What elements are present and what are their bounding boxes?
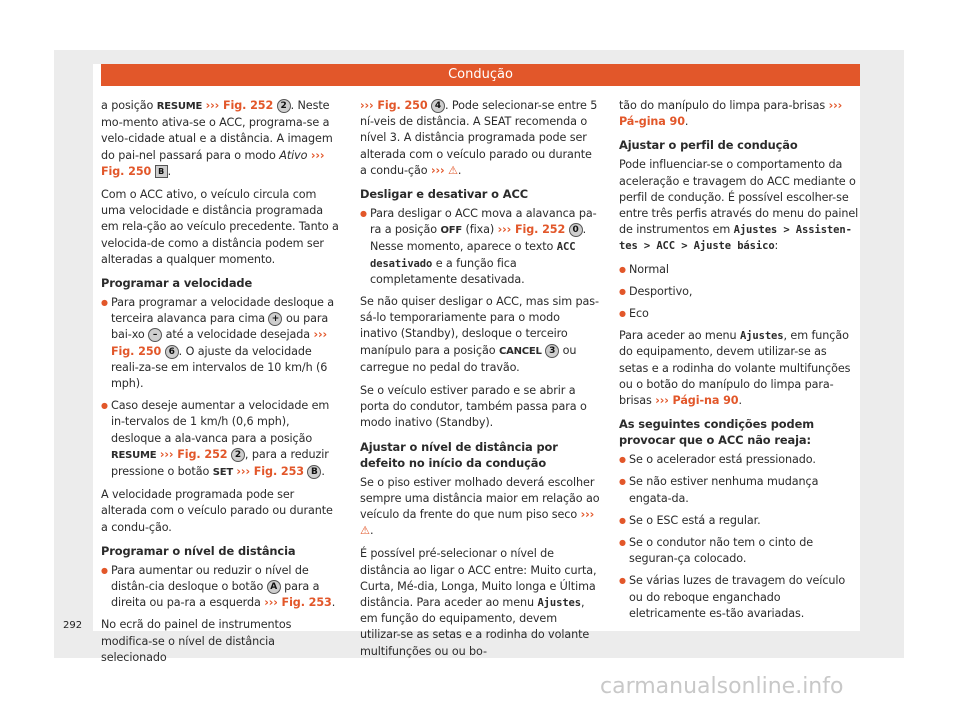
- menu-name: Ajustes: [537, 597, 581, 610]
- badge: B: [155, 165, 168, 178]
- list-item: ● Normal: [619, 262, 859, 278]
- heading: Programar o nível de distância: [101, 543, 296, 558]
- cancel-label: CANCEL: [498, 345, 542, 357]
- list-item: ● Se não estiver nenhuma mudança engata-da.: [619, 474, 859, 506]
- figure-link[interactable]: ››› Fig. 252: [159, 447, 228, 461]
- paragraph: a posição RESUME ››› Fig. 252 2 . Neste mo-mento ativa-se o ACC, programa-se a velo-cidade atual e a distância. A imagem do pai-nel passará para o modo Ativo ››› Fig. 250 B .: [101, 99, 333, 178]
- column-3: [619, 98, 859, 628]
- figure-link[interactable]: ››› Fig. 250: [111, 328, 328, 358]
- minus-icon: –: [148, 328, 162, 342]
- badge: 6: [165, 345, 179, 359]
- paragraph: Pode influenciar-se o comportamento da aceleração e travagem do ACC mediante o perfil de condução. É possível escolher-se entre três perfis através do menu do painel de instrumentos em Ajustes > Assisten-tes > ACC > Ajuste básico:: [619, 158, 859, 253]
- figure-link[interactable]: ››› Fig. 253: [236, 465, 304, 479]
- off-label: OFF: [440, 225, 463, 237]
- paragraph: A velocidade programada pode ser alterada com o veículo parado ou durante a condu-ção.: [101, 488, 333, 534]
- paragraph: tão do manípulo do limpa para-brisas ››› Pá-gina 90.: [619, 99, 843, 129]
- heading: Programar a velocidade: [101, 276, 253, 291]
- page-number: 292: [63, 620, 83, 631]
- figure-link[interactable]: ››› Fig. 253: [264, 596, 332, 610]
- heading: Ajustar o nível de distância por defeito no início da condução: [360, 439, 558, 470]
- badge: A: [267, 580, 281, 594]
- heading: As seguintes condições podem provocar que o ACC não reaja:: [619, 417, 814, 448]
- figure-link[interactable]: ››› Fig. 252: [497, 223, 566, 237]
- watermark: carmanualsonline.info: [600, 674, 844, 699]
- badge: B: [307, 465, 321, 479]
- paragraph: Com o ACC ativo, o veículo circula com uma velocidade e distância programada em rela-ção ao veículo precedente. Tanto a velocida-de como a distância podem ser alteradas a qualquer momento.: [101, 188, 339, 266]
- resume-label: RESUME: [156, 101, 203, 112]
- paragraph: Para aceder ao menu Ajustes, em função do equipamento, devem utilizar-se as setas e a rodinha do volante multifunções ou o botão do manípulo do limpa para-brisas ››› Pági-na 90.: [619, 329, 851, 408]
- list-item: ● Se o condutor não tem o cinto de seguran-ça colocado.: [619, 535, 859, 567]
- list-item: ● Desportivo,: [619, 284, 859, 300]
- list-item: ● Para programar a velocidade desloque a terceira alavanca para cima + ou para bai-xo – até a velocidade desejada ››› Fig. 250 6 . O ajuste da velocidade reali-za-se em intervalos de 10 km/h (6 mph).: [101, 295, 341, 392]
- page-link[interactable]: ››› Pági-na 90: [655, 394, 739, 408]
- section-header: Condução: [101, 64, 860, 86]
- paragraph: No ecrã do painel de instrumentos modifica-se o nível de distância selecionado: [101, 618, 292, 664]
- badge: 2: [277, 99, 291, 113]
- badge: 0: [569, 223, 583, 237]
- list-item: ● Se várias luzes de travagem do veículo ou do reboque enganchado eletricamente es-tão avariadas.: [619, 573, 859, 622]
- page-link[interactable]: ››› Pá-gina 90: [619, 99, 843, 129]
- column-2: [360, 98, 600, 667]
- badge: 2: [231, 448, 245, 462]
- list-item: ● Eco: [619, 306, 859, 322]
- heading: Desligar e desativar o ACC: [360, 187, 528, 202]
- warning-icon[interactable]: ⚠: [447, 163, 458, 177]
- badge: 4: [431, 99, 445, 113]
- figure-link[interactable]: ››› Fig. 252: [205, 99, 274, 112]
- figure-link[interactable]: ››› Fig. 250: [360, 99, 428, 112]
- plus-icon: +: [268, 312, 282, 326]
- list-item: ● Caso deseje aumentar a velocidade em in-tervalos de 1 km/h (0,6 mph), desloque a ala-vanca para a posição RESUME ››› Fig. 252 2 , para a reduzir pressione o botão SET ››› Fig. 253 B .: [101, 398, 341, 481]
- badge: 3: [545, 344, 559, 358]
- paragraph: Se o piso estiver molhado deverá escolher sempre uma distância maior em relação ao veículo da frente do que num piso seco ››› ⚠.: [360, 475, 600, 538]
- list-item: ● Para aumentar ou reduzir o nível de distân-cia desloque o botão A para a direita ou pa-ra a esquerda ››› Fig. 253.: [101, 563, 341, 612]
- heading: Ajustar o perfil de condução: [619, 138, 798, 153]
- set-label: SET: [212, 467, 233, 479]
- list-item: ● Para desligar o ACC mova a alavanca pa-ra a posição OFF (fixa) ››› Fig. 252 0 . Nesse momento, aparece o texto ACC desativado e a função fica completamente desativada.: [360, 206, 600, 288]
- paragraph: ››› Fig. 250 4 . Pode selecionar-se entre 5 ní-veis de distância. A SEAT recomenda o nível 3. A distância programada pode ser alterada com o veículo parado ou durante a condu-ção ››› ⚠.: [360, 99, 598, 177]
- figure-link[interactable]: ››› Fig. 250: [101, 148, 325, 178]
- list-item: ● Se o ESC está a regular.: [619, 513, 859, 529]
- paragraph: Se não quiser desligar o ACC, mas sim pas-sá-lo temporariamente para o modo inativo (Standby), desloque o terceiro manípulo para a posição CANCEL 3 ou carregue no pedal do travão.: [360, 295, 599, 374]
- warning-icon[interactable]: ⚠: [360, 524, 370, 538]
- resume-label: RESUME: [111, 449, 157, 461]
- display-text: ACC desativado: [370, 241, 576, 270]
- menu-path: Ajustes > Assisten-tes > ACC > Ajuste básico: [619, 224, 852, 253]
- paragraph: É possível pré-selecionar o nível de distância ao ligar o ACC entre: Muito curta, Curta, Mé-dia, Longa, Muito longa e Última distância. Para aceder ao menu Ajustes, em função do equipamento, devem utilizar-se as setas e a rodinha do volante multifunções ou ou bo-: [360, 547, 597, 658]
- menu-name: Ajustes: [739, 330, 784, 343]
- paragraph: Se o veículo estiver parado e se abrir a porta do condutor, também passa para o modo inativo (Standby).: [360, 384, 587, 430]
- column-1: [101, 98, 341, 673]
- list-item: ● Se o acelerador está pressionado.: [619, 452, 859, 468]
